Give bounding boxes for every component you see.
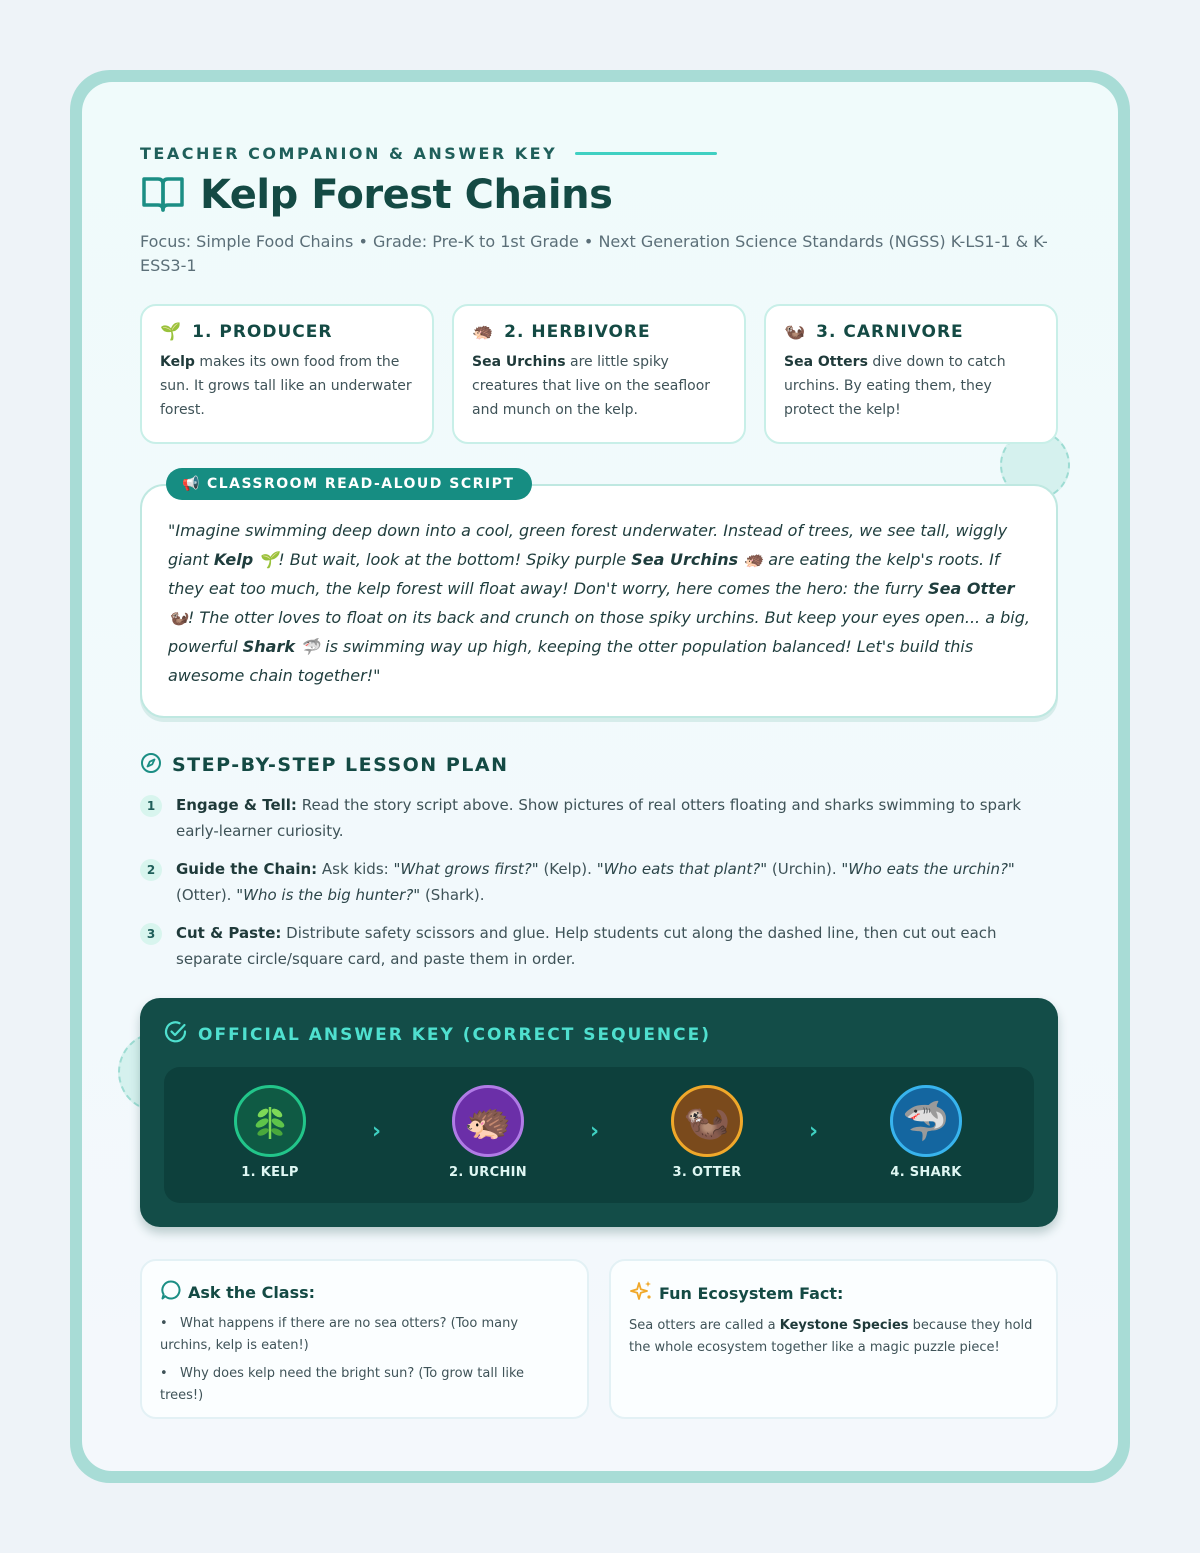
otter-icon: 🦦 bbox=[784, 322, 807, 342]
page-title: Kelp Forest Chains bbox=[200, 172, 613, 218]
urchin-icon: 🦔 bbox=[472, 322, 495, 342]
role-description: Sea Urchins are little spiky creatures that live on the seafloor and munch on the kelp. bbox=[472, 354, 711, 418]
check-circle-icon bbox=[164, 1020, 188, 1049]
chevron-right-icon: › bbox=[590, 1119, 600, 1144]
fact-text: Sea otters are called a Keystone Species because they hold the whole ecosystem together like a magic puzzle piece! bbox=[629, 1318, 1033, 1355]
otter-badge bbox=[671, 1085, 743, 1157]
answer-sequence bbox=[164, 1067, 1034, 1203]
role-cards bbox=[140, 304, 1058, 444]
speech-bubble-icon bbox=[160, 1279, 182, 1305]
role-description: Sea Otters dive down to catch urchins. By eating them, they protect the kelp! bbox=[784, 354, 1006, 418]
book-icon bbox=[140, 173, 186, 217]
ecosystem-fact-card bbox=[609, 1259, 1058, 1419]
sequence-item-shark: 🦈 4. SHARK bbox=[856, 1085, 996, 1180]
kicker-text: TEACHER COMPANION & ANSWER KEY bbox=[140, 143, 558, 163]
sequence-item-kelp: 1. KELP bbox=[200, 1085, 340, 1180]
lesson-step bbox=[140, 856, 1058, 908]
lesson-step bbox=[140, 792, 1058, 844]
role-title: 🦦 3. CARNIVORE bbox=[784, 322, 964, 342]
role-card-carnivore bbox=[764, 304, 1058, 444]
list-item: • What happens if there are no sea otters? (Too many urchins, kelp is eaten!) bbox=[160, 1316, 519, 1353]
chevron-right-icon: › bbox=[372, 1119, 382, 1144]
role-title: 🦔 2. HERBIVORE bbox=[472, 322, 651, 342]
bottom-cards bbox=[140, 1259, 1058, 1419]
leaf-icon bbox=[248, 1099, 292, 1143]
read-aloud-section bbox=[140, 476, 1058, 718]
sparkles-icon bbox=[629, 1279, 653, 1307]
answer-key-panel bbox=[140, 998, 1058, 1227]
otter-icon: 🦦 bbox=[683, 1099, 731, 1143]
chevron-right-icon: › bbox=[809, 1119, 819, 1144]
sequence-item-urchin: 🦔 2. URCHIN bbox=[418, 1085, 558, 1180]
script-box bbox=[140, 484, 1058, 718]
step-text: Engage & Tell: Read the story script above. Show pictures of real otters floating and sharks swimming to spark early-learner curiosity. bbox=[176, 796, 1022, 840]
megaphone-icon: 📢 bbox=[182, 476, 201, 492]
lesson-steps bbox=[140, 792, 1058, 972]
urchin-badge bbox=[452, 1085, 524, 1157]
step-number: 1 bbox=[140, 795, 162, 817]
kicker bbox=[140, 142, 1058, 164]
step-number: 3 bbox=[140, 923, 162, 945]
hedgehog-icon: 🦔 bbox=[464, 1099, 512, 1143]
script-tag: 📢 CLASSROOM READ-ALOUD SCRIPT bbox=[166, 468, 532, 500]
lesson-plan-heading: STEP-BY-STEP LESSON PLAN bbox=[140, 752, 1058, 778]
kelp-badge bbox=[234, 1085, 306, 1157]
title-row bbox=[140, 172, 1058, 218]
page-frame bbox=[70, 70, 1130, 1483]
worksheet bbox=[82, 82, 1118, 1471]
shark-badge bbox=[890, 1085, 962, 1157]
shark-icon: 🦈 bbox=[902, 1099, 950, 1143]
list-item: • Why does kelp need the bright sun? (To grow tall like trees!) bbox=[160, 1366, 525, 1403]
role-title: 🌱 1. PRODUCER bbox=[160, 322, 333, 342]
step-number: 2 bbox=[140, 859, 162, 881]
ask-the-class-card bbox=[140, 1259, 589, 1419]
step-text: Guide the Chain: Ask kids: "What grows first?" (Kelp). "Who eats that plant?" (Urchin). "Who eats the urchin?" (Otter). "Who is the big hunter?" (Shark). bbox=[176, 860, 1015, 904]
script-text: "Imagine swimming deep down into a cool, green forest underwater. Instead of trees, we see tall, wiggly giant Kelp 🌱! But wait, look at the bottom! Spiky purple Sea Urchins 🦔 are eating the kelp's roots. If they eat too much, the kelp forest will float away! Don't worry, here comes the hero: the furry Sea Otter 🦦! The otter loves to float on its back and crunch on those spiky urchins. But keep your eyes open... a big, powerful Shark 🦈 is swimming way up high, keeping the otter population balanced! Let's build this awesome chain together!" bbox=[168, 521, 1030, 685]
role-card-herbivore bbox=[452, 304, 746, 444]
role-description: Kelp makes its own food from the sun. It grows tall like an underwater forest. bbox=[160, 354, 412, 418]
sprout-icon: 🌱 bbox=[160, 322, 183, 342]
role-card-producer bbox=[140, 304, 434, 444]
step-text: Cut & Paste: Distribute safety scissors and glue. Help students cut along the dashed line, then cut out each separate circle/square card, and paste them in order. bbox=[176, 924, 997, 968]
focus-line: Focus: Simple Food Chains • Grade: Pre-K to 1st Grade • Next Generation Science Standards (NGSS) K-LS1-1 & K-ESS3-1 bbox=[140, 232, 1048, 275]
answer-key-heading: OFFICIAL ANSWER KEY (CORRECT SEQUENCE) bbox=[164, 1020, 1034, 1049]
lesson-step bbox=[140, 920, 1058, 972]
card-title: Ask the Class: bbox=[160, 1279, 569, 1305]
compass-icon bbox=[140, 752, 162, 778]
question-list bbox=[160, 1313, 569, 1407]
content bbox=[140, 142, 1058, 1419]
sequence-item-otter: 🦦 3. OTTER bbox=[637, 1085, 777, 1180]
card-title: Fun Ecosystem Fact: bbox=[629, 1279, 1038, 1307]
kicker-line bbox=[575, 152, 717, 155]
